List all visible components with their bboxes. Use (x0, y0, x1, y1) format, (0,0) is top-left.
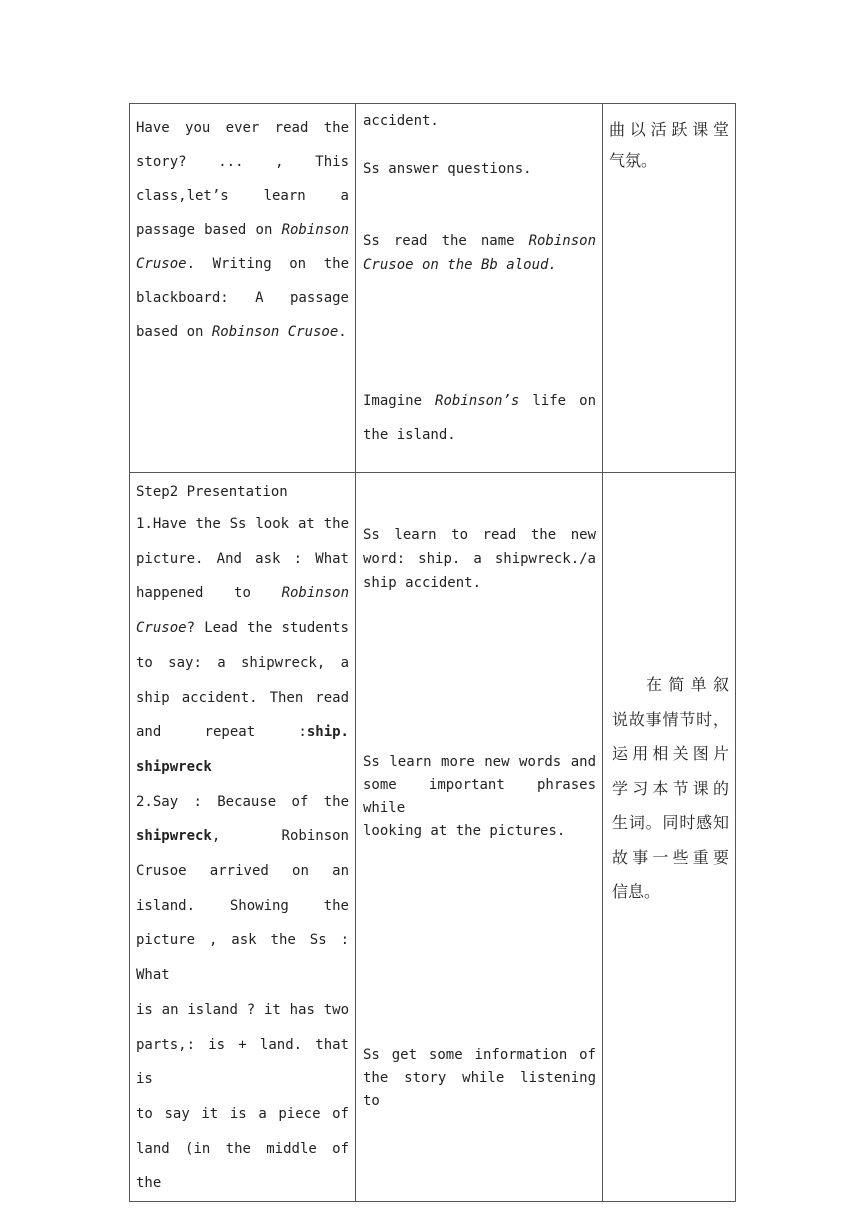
text-line: 1.Have the Ss look at the (136, 516, 349, 532)
text-line: is an island ? it has two (136, 1001, 349, 1018)
text-line: Crusoe on the Bb aloud. (363, 257, 557, 273)
text-line: to say: a shipwreck, a (136, 654, 349, 671)
teacher-activity-cell (130, 473, 356, 1202)
table-row (130, 473, 736, 1202)
text-line: shipwreck (136, 758, 212, 775)
text-line: some important phrases while (363, 777, 596, 816)
text-line: word: ship. a shipwreck./a (363, 551, 596, 567)
text-line: 气氛。 (609, 151, 658, 170)
text-line: based on Robinson Crusoe. (136, 324, 347, 340)
text-line: Crusoe. Writing on the (136, 256, 349, 272)
text-line: Crusoe arrived on an (136, 863, 349, 880)
text-line: Step2 Presentation (136, 484, 288, 500)
student-activity-cell (356, 473, 603, 1202)
text-line: picture. And ask : What (136, 550, 349, 567)
paragraph (363, 523, 596, 595)
text-line: ship accident. Then read (136, 689, 349, 706)
teacher-activity-cell (130, 104, 356, 473)
paragraph (363, 229, 596, 277)
lesson-plan-table (129, 103, 736, 1202)
text-line: the island. (363, 427, 456, 443)
text-line: 运用相关图片 (612, 744, 729, 763)
text-line: Have you ever read the (136, 120, 349, 136)
purpose-cell (603, 473, 736, 1202)
text-line: 故事一些重要 (612, 847, 729, 867)
text-line: 学习本节课的 (612, 778, 729, 798)
text-line: 曲以活跃课堂 (609, 120, 729, 139)
paragraph (363, 384, 596, 452)
text-line: to say it is a piece of (136, 1105, 349, 1122)
text-line: Ss get some information of (363, 1047, 596, 1063)
text-line: story? ... , This (136, 154, 349, 170)
text-line: 说故事情节时， (612, 709, 729, 729)
text-line: 在简单叙 (646, 675, 729, 694)
text-line: Ss learn more new words and (363, 754, 596, 770)
text-line: Crusoe? Lead the students (136, 620, 349, 637)
text-line: island. Showing the (136, 897, 349, 914)
text-line: parts,: is + land. that is (136, 1036, 349, 1088)
text-line: land (in the middle of the (136, 1140, 349, 1192)
text-line: Ss read the name Robinson (363, 233, 596, 249)
text-line: picture , ask the Ss : What (136, 932, 349, 984)
text-line: looking at the pictures. (363, 823, 566, 839)
text-line: Ss answer questions. (363, 161, 532, 177)
text-line: happened to Robinson (136, 585, 349, 602)
text-line: blackboard: A passage (136, 290, 349, 306)
text-line: ship accident. (363, 575, 482, 591)
purpose-cell (603, 104, 736, 473)
text-line: accident. (363, 113, 439, 129)
text-line: 生词。同时感知 (612, 813, 729, 832)
text-line: class,let’s learn a (136, 188, 349, 204)
paragraph (363, 1044, 596, 1113)
text-line: 信息。 (612, 882, 661, 901)
text-line: the story while listening to (363, 1070, 596, 1109)
text-line: 2.Say : Because of the (136, 793, 349, 810)
paragraph (363, 751, 596, 843)
table-row (130, 104, 736, 473)
student-activity-cell (356, 104, 603, 473)
text-line: passage based on Robinson (136, 222, 349, 238)
text-line: shipwreck, Robinson (136, 828, 349, 845)
text-line: Ss learn to read the new (363, 527, 596, 543)
text-line: Imagine Robinson’s life on (363, 393, 596, 409)
text-line: and repeat :ship. (136, 724, 349, 741)
paragraph (612, 668, 729, 910)
